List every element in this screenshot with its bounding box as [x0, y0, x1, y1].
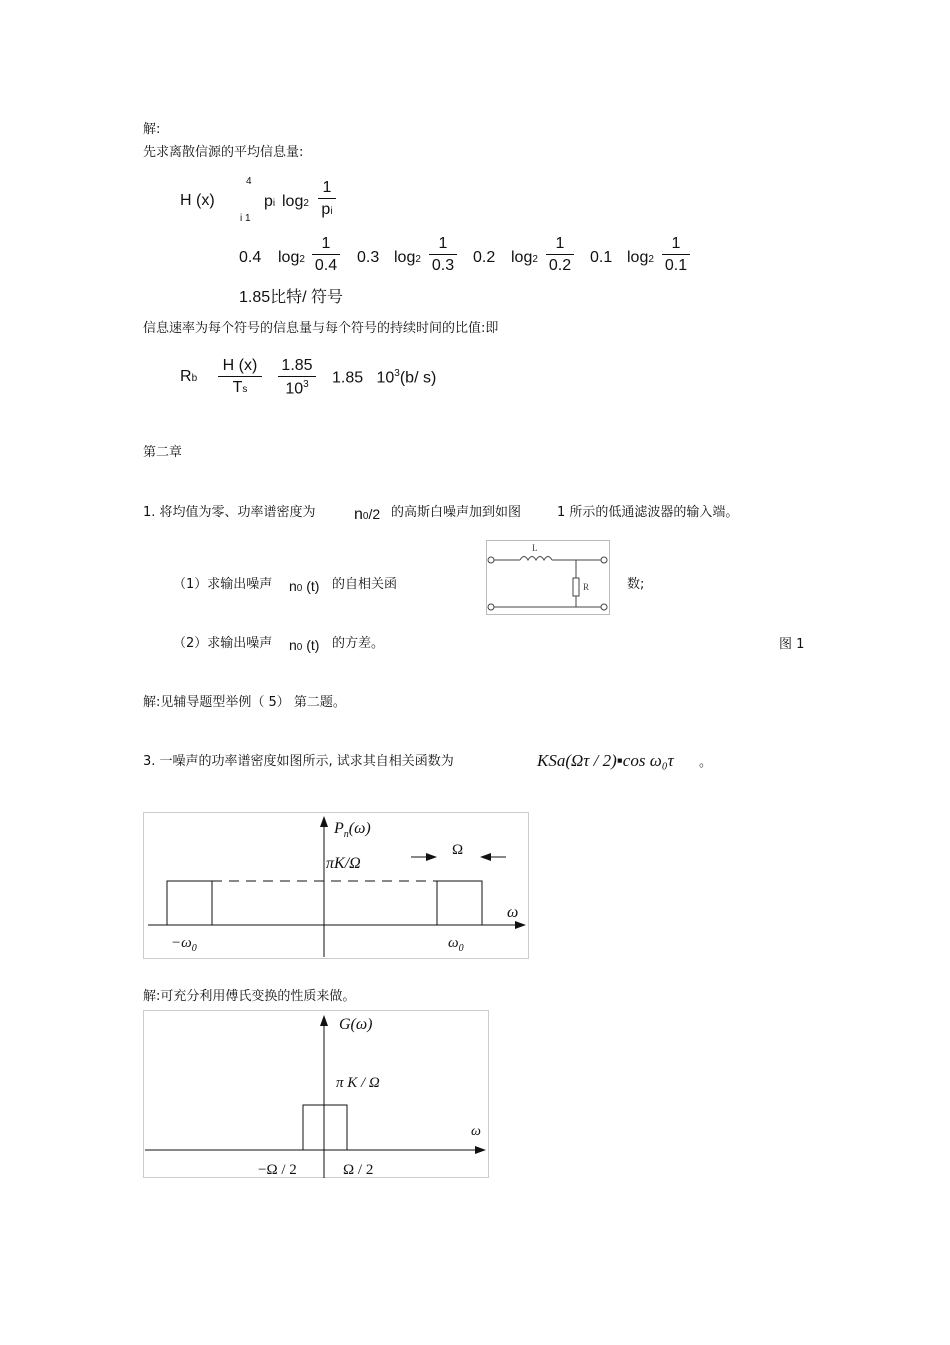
x-axis-arrow [515, 921, 526, 929]
rate-lhs: Rb [180, 368, 198, 385]
lowpass-circuit-diagram [486, 540, 610, 615]
x-axis-arrow [475, 1146, 486, 1154]
problem1-n0: n0/2 [354, 506, 381, 523]
problem1-text-c: 1 所示的低通滤波器的输入端。 [557, 505, 739, 520]
problem3-answer: 解:可充分利用傅氏变换的性质来做。 [143, 989, 356, 1004]
log-1: log2 [278, 249, 305, 266]
chapter-heading: 第二章 [143, 445, 183, 460]
figure-caption: 图 1 [779, 637, 805, 652]
entropy-lhs: H (x) [180, 192, 215, 209]
psd-left-band [167, 881, 212, 925]
problem1-answer: 解:见辅导题型举例（ 5） 第二题。 [143, 695, 346, 710]
psd-ylabel: $P_n(\omega)$ [334, 820, 371, 840]
resistor-label: R [583, 582, 590, 592]
psd-height-label: πK/Ω [326, 855, 361, 872]
g-height-label: π K / Ω [336, 1075, 380, 1091]
question2-var: n0 (t) [289, 637, 320, 653]
coef-4: 0.1 [590, 249, 613, 266]
question1-b: 的自相关函 [332, 577, 398, 592]
question1-c: 数; [627, 577, 645, 592]
solution-label: 解: [143, 122, 161, 137]
log-4: log2 [627, 249, 654, 266]
coef-1: 0.4 [239, 249, 262, 266]
problem1-text-b: 的高斯白噪声加到如图 [391, 505, 522, 520]
coef-2: 0.3 [357, 249, 380, 266]
g-omega-band [303, 1105, 347, 1150]
fraction-H-over-T: $\frac{H (x)}{Ts}$ [218, 358, 262, 396]
problem3-formula: KSa(Ωτ / 2)▪cos ω₀τ [537, 751, 674, 770]
fraction-1-over-01: $\frac{1}{0.1}$ [662, 236, 690, 274]
problem3-tail: 。 [699, 755, 713, 770]
psd-chart [143, 812, 529, 959]
log-3: log2 [511, 249, 538, 266]
question2-a: （2）求输出噪声 [173, 636, 273, 651]
g-omega-chart [143, 1010, 489, 1178]
intro-text: 先求离散信源的平均信息量: [143, 145, 304, 160]
question1-a: （1）求输出噪声 [173, 577, 273, 592]
tick-minus-half-omega: −Ω / 2 [258, 1162, 297, 1178]
y-axis-arrow [320, 1015, 328, 1026]
fraction-1-over-04: $\frac{1}{0.4}$ [312, 236, 340, 274]
sum-upper-limit: 4 [246, 176, 252, 187]
g-ylabel: G(ω) [339, 1016, 373, 1033]
rate-rhs: 1.85 $10^3(b/$ s) [332, 368, 437, 387]
question1-var: n0 (t) [289, 578, 320, 594]
rate-text: 信息速率为每个符号的信息量与每个符号的持续时间的比值:即 [143, 321, 499, 336]
tick-half-omega: Ω / 2 [343, 1162, 374, 1178]
question2-b: 的方差。 [332, 636, 385, 651]
inductor-label: L [532, 543, 538, 553]
tick-omega0: $\omega_0$ [448, 935, 464, 954]
fraction-1-over-03: $\frac{1}{0.3}$ [429, 236, 457, 274]
y-axis-arrow [320, 816, 328, 827]
bandwidth-label: Ω [452, 842, 464, 858]
entropy-result: 1.85比特/ 符号 [239, 289, 344, 306]
problem1-text-a: 1. 将均值为零、功率谱密度为 [143, 505, 316, 520]
fraction-1-over-02: $\frac{1}{0.2}$ [546, 236, 574, 274]
problem3-text: 3. 一噪声的功率谱密度如图所示, 试求其自相关函数为 [143, 754, 454, 769]
psd-xlabel: ω [507, 904, 519, 921]
log-term: log2 [282, 193, 309, 210]
g-xlabel: ω [471, 1124, 481, 1139]
fraction-185-over-1000: $\frac{1.85}{10^3}$ [278, 358, 316, 397]
sum-lower-limit: i 1 [240, 213, 251, 224]
tick-minus-omega0: $-\omega_0$ [171, 935, 197, 954]
prob-p: pi [264, 193, 276, 210]
fraction-1-over-p: $\frac{1}{pi}$ [318, 180, 336, 218]
coef-3: 0.2 [473, 249, 496, 266]
psd-right-band [437, 881, 482, 925]
log-2: log2 [394, 249, 421, 266]
